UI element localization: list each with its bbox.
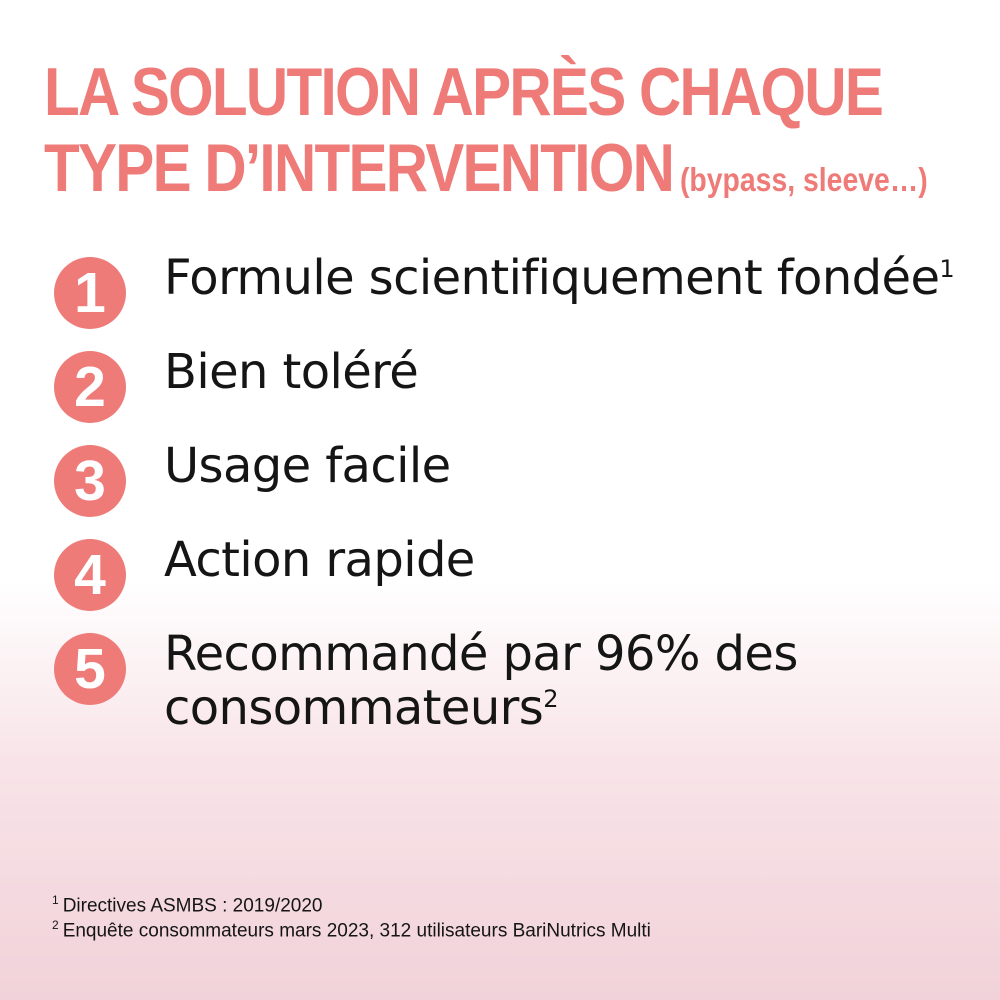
benefit-label-1: Formule scientifiquement fondée [164, 250, 940, 306]
benefit-text-4: Action rapide [164, 532, 475, 588]
benefits-list [54, 252, 954, 736]
benefit-item-4 [54, 534, 954, 628]
benefit-text-1 [164, 252, 954, 306]
headline-subtitle: (bypass, sleeve…) [679, 161, 928, 198]
benefit-item-3 [54, 440, 954, 534]
benefit-label-5-line-2: consommateurs [164, 679, 544, 736]
headline-line-1: LA SOLUTION APRÈS CHAQUE [44, 54, 883, 130]
number-badge-3: 3 [54, 445, 126, 517]
footnote-mark-2: 2 [52, 918, 59, 933]
benefit-text-3: Usage facile [164, 438, 451, 494]
headline-line-2-text: TYPE D’INTERVENTION [44, 130, 674, 206]
number-badge-4: 4 [54, 539, 126, 611]
footnote-2 [52, 918, 952, 943]
footnote-text-1: Directives ASMBS : 2019/2020 [62, 895, 323, 917]
number-badge-1: 1 [54, 257, 126, 329]
headline-line-2 [44, 130, 928, 206]
footnote-text-2: Enquête consommateurs mars 2023, 312 utilisateurs BariNutrics Multi [62, 920, 651, 942]
benefit-item-1 [54, 252, 954, 346]
benefit-text-2: Bien toléré [164, 344, 419, 400]
footnote-ref-1: 1 [939, 255, 955, 283]
benefit-text-5 [164, 628, 864, 736]
footnote-mark-1: 1 [52, 893, 59, 907]
headline [44, 54, 974, 206]
footnote-ref-2: 2 [543, 684, 558, 713]
benefit-item-5 [54, 628, 954, 736]
number-badge-2: 2 [54, 351, 126, 423]
footnotes [52, 893, 952, 944]
benefit-label-5-line-1: Recommandé par 96% des [164, 626, 798, 682]
number-badge-5: 5 [54, 633, 126, 705]
benefit-item-2 [54, 346, 954, 440]
footnote-1 [52, 893, 952, 918]
